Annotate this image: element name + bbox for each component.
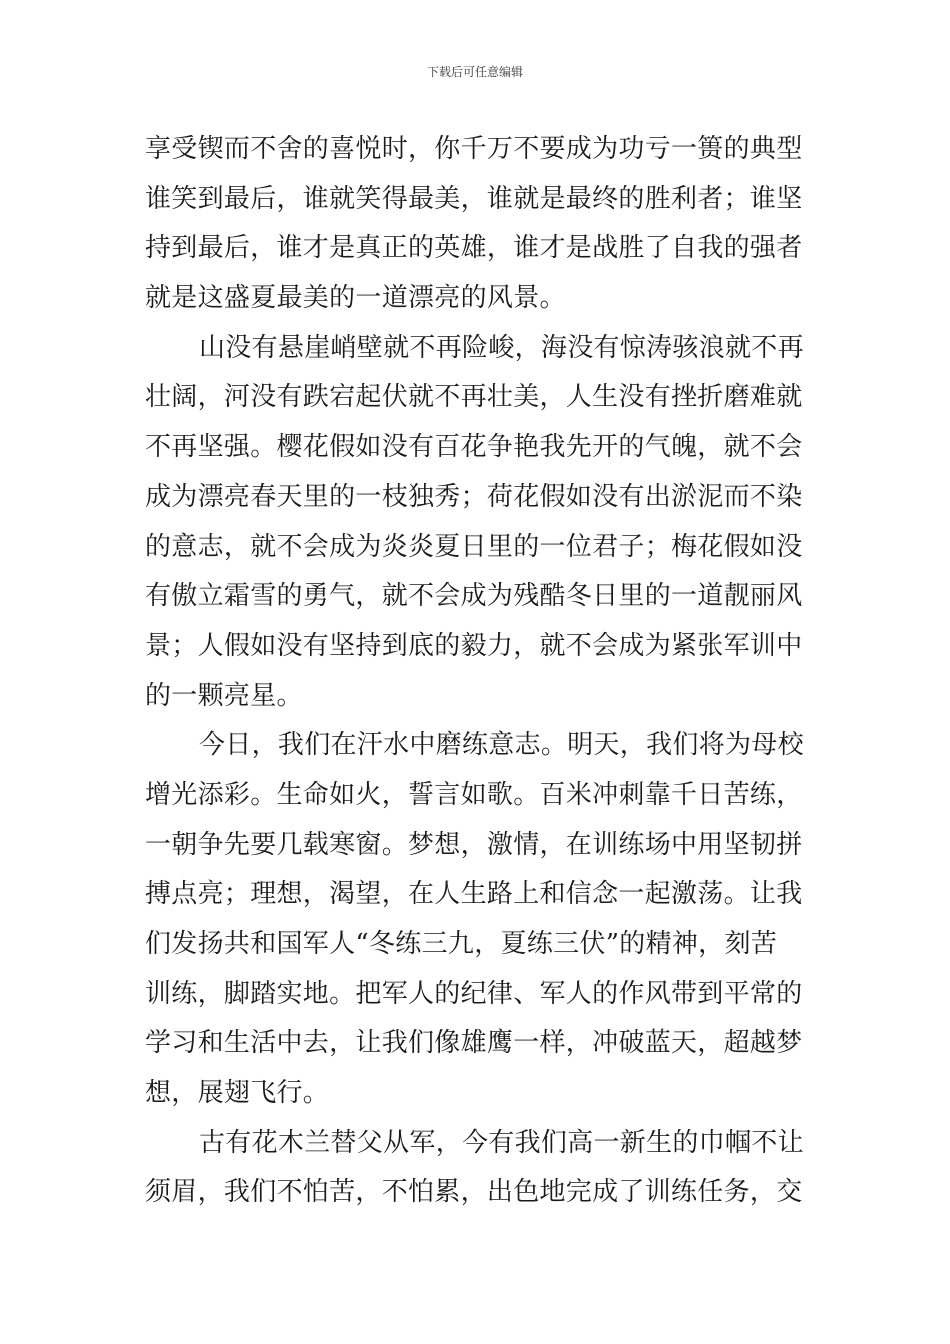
text-line: 须眉，我们不怕苦，不怕累，出色地完成了训练任务，交 (145, 1177, 803, 1208)
text-line: 景；人假如没有坚持到底的毅力，就不会成为紧张军训中 (145, 630, 803, 661)
text-line: 古有花木兰替父从军，今有我们高一新生的巾帼不让 (199, 1127, 804, 1158)
text-line: 增光添彩。生命如火，誓言如歌。百米冲刺靠千日苦练， (145, 779, 803, 810)
text-line: 训练，脚踏实地。把军人的纪律、军人的作风带到平常的 (145, 978, 803, 1009)
text-line: 享受锲而不舍的喜悦时，你千万不要成为功亏一篑的典型 (145, 134, 803, 164)
text-line: 想，展翅飞行。 (145, 1078, 330, 1109)
body-text (145, 125, 807, 1218)
text-line: 们发扬共和国军人“冬练三九，夏练三伏”的精神，刻苦 (145, 929, 778, 959)
text-line: 山没有悬崖峭壁就不再险峻，海没有惊涛骇浪就不再 (199, 332, 804, 363)
text-line: 壮阔，河没有跌宕起伏就不再壮美，人生没有挫折磨难就 (145, 382, 803, 413)
text-line: 谁笑到最后，谁就笑得最美，谁就是最终的胜利者；谁坚 (145, 183, 803, 214)
text-line: 持到最后，谁才是真正的英雄，谁才是战胜了自我的强者 (145, 233, 803, 264)
text-line: 搏点亮；理想，渴望，在人生路上和信念一起激荡。让我 (145, 879, 803, 910)
text-line: 就是这盛夏最美的一道漂亮的风景。 (145, 283, 566, 314)
page-header: 下载后可任意编辑 (426, 65, 523, 79)
text-line: 学习和生活中去，让我们像雄鹰一样，冲破蓝天，超越梦 (145, 1028, 803, 1059)
text-line: 不再坚强。樱花假如没有百花争艳我先开的气魄，就不会 (145, 432, 803, 463)
text-line: 的一颗亮星。 (145, 680, 303, 711)
text-line: 一朝争先要几载寒窗。梦想，激情，在训练场中用坚韧拼 (145, 829, 803, 860)
text-line: 成为漂亮春天里的一枝独秀；荷花假如没有出淤泥而不染 (145, 481, 803, 512)
text-line: 今日，我们在汗水中磨练意志。明天，我们将为母校 (199, 730, 804, 761)
text-line: 的意志，就不会成为炎炎夏日里的一位君子；梅花假如没 (145, 531, 803, 562)
text-line: 有傲立霜雪的勇气，就不会成为残酷冬日里的一道靓丽风 (145, 581, 803, 612)
